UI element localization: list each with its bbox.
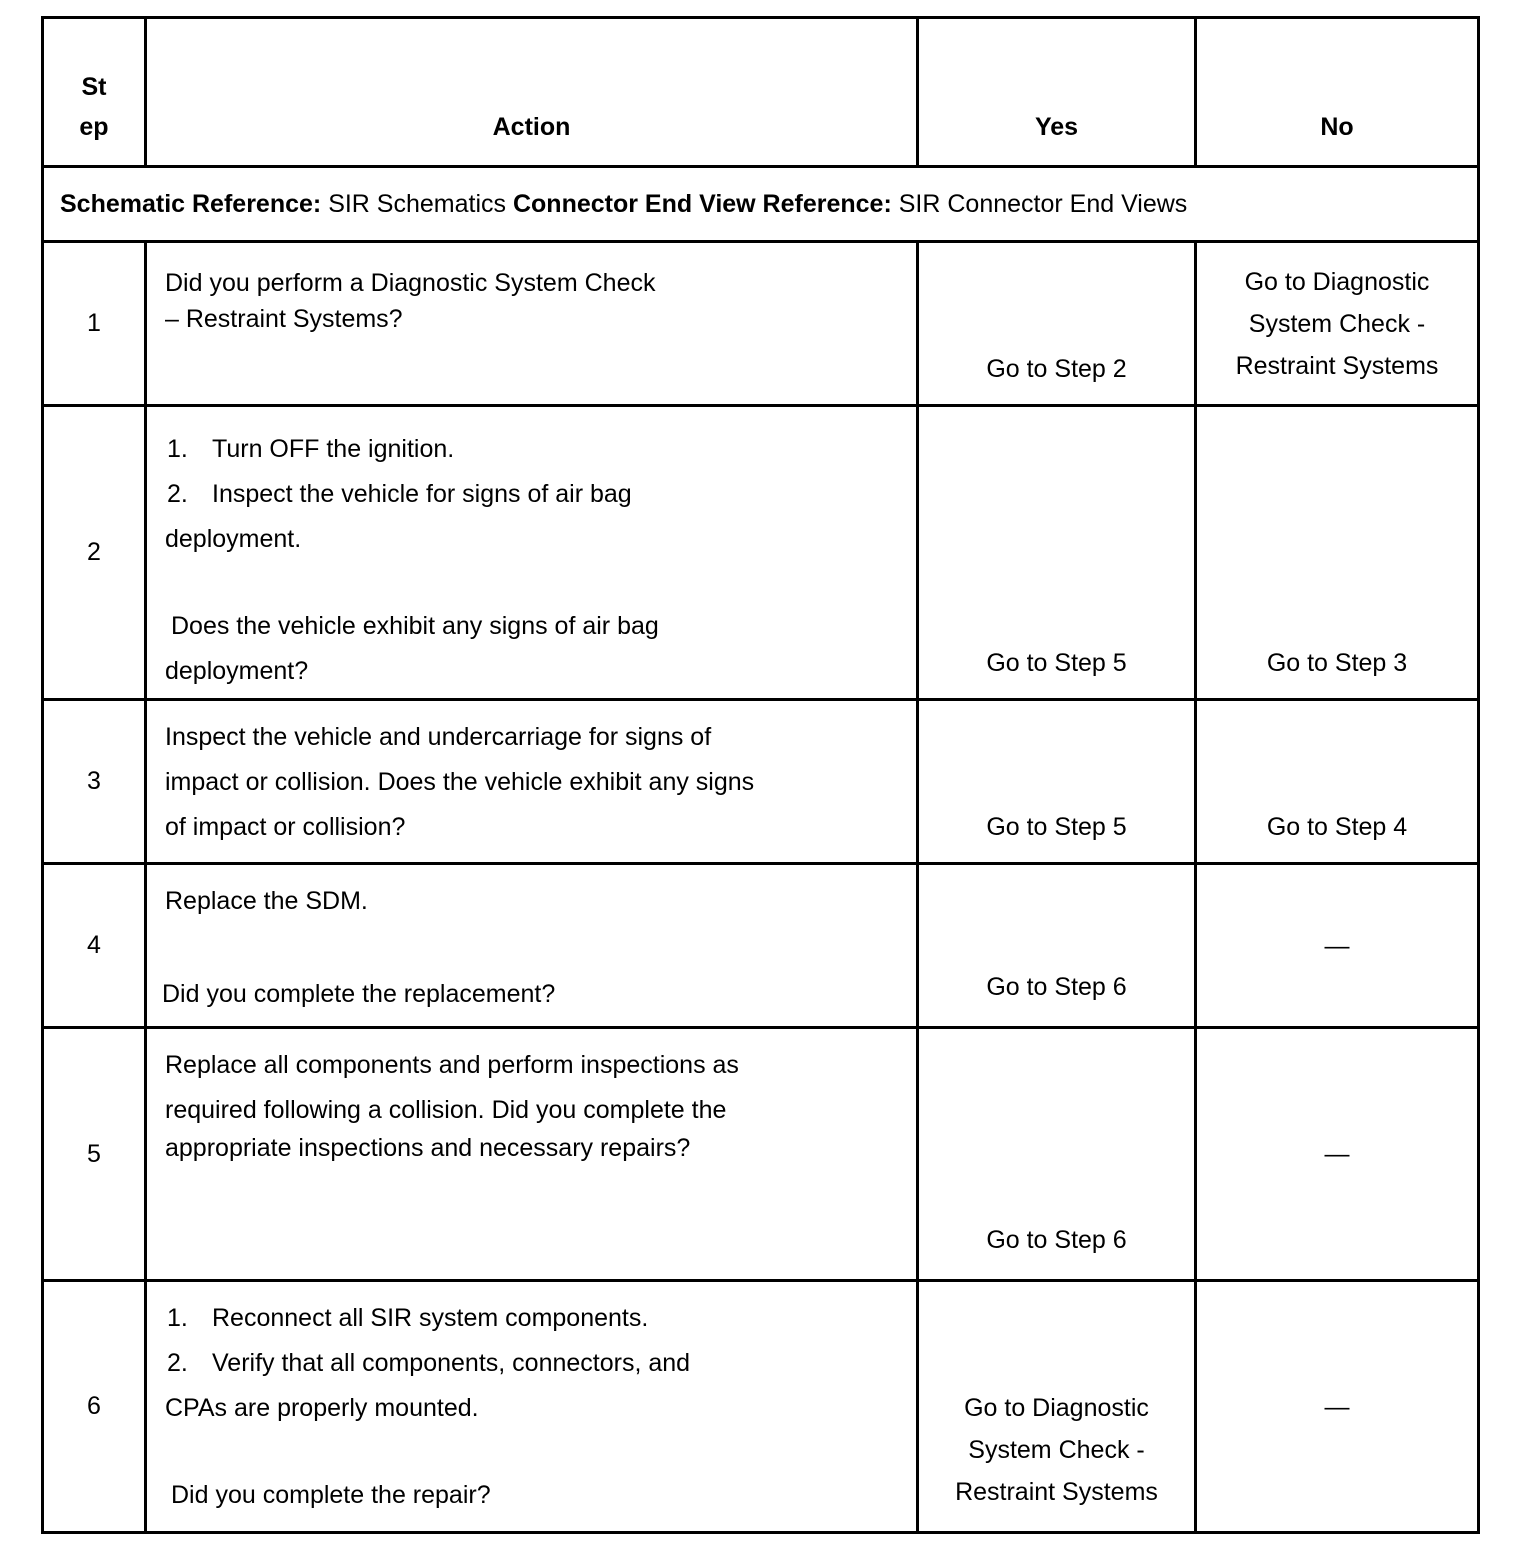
action-line: Replace all components and perform inspections as (165, 1051, 739, 1079)
action-cell (146, 406, 918, 700)
table-row (43, 1281, 1479, 1533)
action-line: Did you perform a Diagnostic System Check (165, 269, 656, 297)
yes-cell (918, 1281, 1196, 1533)
no-line: System Check - (1248, 309, 1426, 338)
yes-cell: Go to Step 6 (918, 864, 1196, 1028)
action-cell (146, 864, 918, 1028)
action-line: impact or collision. Does the vehicle exhibit any signs (165, 768, 755, 796)
step-number: 3 (43, 700, 146, 864)
header-yes: Yes (918, 18, 1196, 167)
yes-cell: Go to Step 5 (918, 700, 1196, 864)
schematic-reference-value: SIR Schematics (328, 189, 507, 218)
no-cell: — (1196, 1281, 1479, 1533)
action-line: Inspect the vehicle and undercarriage for signs of (165, 723, 712, 751)
action-cell (146, 700, 918, 864)
action-line: of impact or collision? (165, 813, 406, 841)
table-row (43, 864, 1479, 1028)
action-line: appropriate inspections and necessary repairs? (165, 1134, 691, 1162)
step-number: 1 (43, 242, 146, 406)
action-line: Replace the SDM. (165, 887, 368, 915)
reference-cell (43, 167, 1479, 242)
yes-cell: Go to Step 2 (918, 242, 1196, 406)
yes-cell: Go to Step 6 (918, 1028, 1196, 1281)
action-line: required following a collision. Did you complete the (165, 1096, 727, 1124)
table-row (43, 406, 1479, 700)
action-list-item: 1. Turn OFF the ignition. (167, 435, 455, 463)
yes-line: Go to Diagnostic (964, 1394, 1149, 1422)
table-row (43, 242, 1479, 406)
connector-reference-label: Connector End View Reference: (512, 189, 892, 218)
action-list-item: 2. Verify that all components, connectors, and (167, 1349, 691, 1377)
table-row (43, 700, 1479, 864)
diagnostic-table (41, 16, 1480, 1534)
action-question: Does the vehicle exhibit any signs of air bag (171, 612, 659, 640)
header-action: Action (146, 18, 918, 167)
action-line: deployment. (165, 525, 302, 553)
header-step: St ep (43, 18, 146, 167)
no-cell: Go to Step 4 (1196, 700, 1479, 864)
no-cell (1196, 242, 1479, 406)
action-cell (146, 1281, 918, 1533)
action-list-item: 1. Reconnect all SIR system components. (167, 1304, 649, 1332)
schematic-reference-label: Schematic Reference: (60, 189, 322, 218)
yes-line: System Check - (968, 1436, 1145, 1464)
header-row (43, 18, 1479, 167)
action-question: Did you complete the replacement? (162, 980, 556, 1008)
action-cell (146, 1028, 918, 1281)
action-question: Did you complete the repair? (171, 1481, 491, 1509)
step-number: 2 (43, 406, 146, 700)
action-line: – Restraint Systems? (165, 305, 403, 333)
table-row (43, 1028, 1479, 1281)
step-number: 4 (43, 864, 146, 1028)
action-list-item: 2. Inspect the vehicle for signs of air bag (167, 480, 632, 508)
header-no: No (1196, 18, 1479, 167)
step-number: 5 (43, 1028, 146, 1281)
action-line: CPAs are properly mounted. (165, 1394, 479, 1422)
connector-reference-value: SIR Connector End Views (898, 189, 1188, 218)
action-cell (146, 242, 918, 406)
reference-row (43, 167, 1479, 242)
action-question: deployment? (165, 657, 309, 685)
step-number: 6 (43, 1281, 146, 1533)
no-line: Restraint Systems (1235, 351, 1439, 380)
yes-cell: Go to Step 5 (918, 406, 1196, 700)
no-cell: — (1196, 864, 1479, 1028)
no-cell: — (1196, 1028, 1479, 1281)
no-cell: Go to Step 3 (1196, 406, 1479, 700)
no-line: Go to Diagnostic (1244, 267, 1430, 296)
yes-line: Restraint Systems (955, 1478, 1158, 1506)
